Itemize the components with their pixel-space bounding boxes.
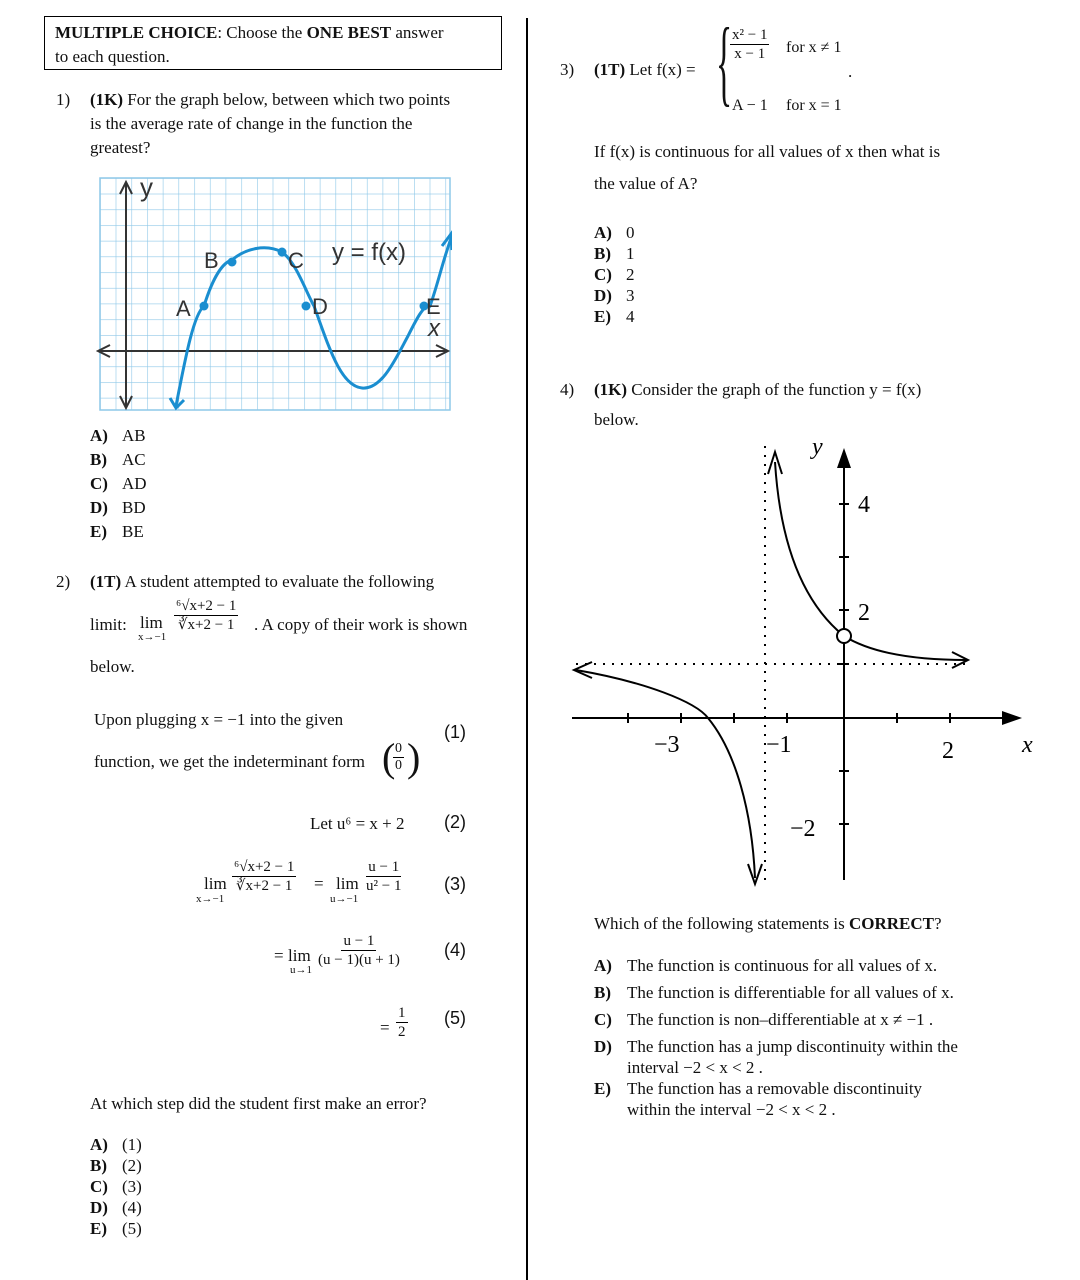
q3-period: . [848, 62, 853, 81]
q1-option-a-letter: A) [90, 426, 108, 445]
q1-option-c[interactable] [90, 472, 147, 496]
q3-option-e-text: 4 [626, 307, 635, 326]
q4-option-d-letter: D) [594, 1037, 612, 1056]
q4-tag: (1K) [594, 380, 628, 399]
q4-option-d-text: The function has a jump discontinuity within the [627, 1037, 958, 1056]
q2-lim: lim [140, 613, 163, 632]
q2-step3-rhs-sub: u→−1 [330, 893, 359, 905]
q2-step4-lim: lim [288, 946, 311, 965]
q2-step-label-1: (1) [444, 722, 466, 742]
q1-option-c-letter: C) [90, 474, 108, 493]
q4-option-b-text: The function is differentiable for all values of x. [627, 983, 954, 1002]
q2-step3-rhs-denominator: u² − 1 [366, 878, 402, 894]
q3-case1-condition: for x ≠ 1 [786, 39, 842, 56]
q3-piecewise [716, 8, 866, 122]
q4-option-d[interactable] [594, 1036, 1014, 1078]
q1-point-a-label: A [176, 296, 191, 321]
q1-number: 1) [56, 90, 71, 109]
q1-point-d-label: D [312, 294, 328, 319]
q3-option-d-text: 3 [626, 286, 635, 305]
q2-option-d-text: (4) [122, 1198, 142, 1217]
q2-option-b[interactable] [90, 1155, 142, 1176]
q4-option-c[interactable] [594, 1008, 1014, 1036]
q4-option-a[interactable] [594, 954, 1014, 981]
q2-step1-denominator: 0 [395, 758, 402, 773]
q3-option-b[interactable] [594, 243, 635, 264]
instructions-box [44, 16, 502, 70]
q2-option-d-letter: D) [90, 1198, 108, 1217]
q4-question-pre: Which of the following statements is [594, 914, 849, 933]
q3-text-1: If f(x) is continuous for all values of x then what is [594, 142, 941, 161]
q4-question-post: ? [933, 914, 942, 933]
q1-option-e-text: BE [122, 522, 144, 541]
q2-step5-equals: = [380, 1018, 390, 1037]
q3-option-c[interactable] [594, 264, 635, 285]
q1-graph [96, 174, 452, 412]
q2-text-1-line [90, 570, 510, 594]
q2-step4-denominator: (u − 1)(u + 1) [318, 952, 400, 968]
q2-step5-numerator: 1 [398, 1005, 406, 1021]
column-divider [526, 18, 528, 1280]
q3-option-d[interactable] [594, 285, 635, 306]
q1-option-d-text: BD [122, 498, 146, 517]
instructions-line-1 [55, 21, 491, 45]
q2-step-label-5: (5) [444, 1008, 466, 1028]
q2-option-c-letter: C) [90, 1177, 108, 1196]
q4-number: 4) [560, 380, 575, 399]
q2-question: At which step did the student first make an error? [90, 1094, 427, 1113]
q4-text-1-line [594, 378, 921, 402]
q4-x-tick-neg3: −3 [654, 732, 680, 758]
q1-point-d [302, 302, 311, 311]
q2-step1-line-b [94, 735, 424, 784]
q2-step-label-4: (4) [444, 940, 466, 960]
q2-limit-line [90, 597, 520, 651]
q2-limit-word: limit: [90, 615, 127, 634]
q4-graph [566, 432, 1046, 892]
q3-option-d-letter: D) [594, 286, 612, 305]
q2-tag: (1T) [90, 572, 122, 591]
q2-option-d[interactable] [90, 1197, 142, 1218]
q1-tag: (1K) [90, 90, 124, 109]
instructions-post: answer [391, 23, 444, 42]
q4-option-e[interactable] [594, 1078, 1014, 1120]
q2-text-2: . A copy of their work is shown [254, 615, 468, 634]
q3-case1-numerator: x² − 1 [732, 27, 768, 43]
q4-text-2: below. [594, 410, 639, 429]
q3-let: Let f(x) = [629, 60, 696, 79]
q2-step3-lhs-lim: lim [204, 874, 227, 893]
q1-option-b-letter: B) [90, 450, 107, 469]
q2-text-3: below. [90, 657, 135, 676]
q2-step3-lhs-denominator: ∛x+2 − 1 [235, 878, 293, 894]
q1-option-a-text: AB [122, 426, 146, 445]
q2-step3-rhs-lim: lim [336, 874, 359, 893]
q3-option-a-text: 0 [626, 223, 635, 242]
q1-grid [100, 178, 450, 410]
q4-option-a-text: The function is continuous for all values of x. [627, 956, 938, 975]
q2-step-label-2: (2) [444, 812, 466, 832]
q4-y-tick-neg2: −2 [790, 816, 816, 842]
q2-step-label-3: (3) [444, 874, 466, 894]
q4-y-label: y [812, 434, 823, 460]
q2-step4-equals: = [274, 946, 284, 965]
q1-options [90, 424, 147, 544]
q4-option-a-letter: A) [594, 956, 612, 975]
q2-option-a[interactable] [90, 1134, 142, 1155]
q1-option-e[interactable] [90, 520, 147, 544]
q2-lim-sub: x→−1 [138, 631, 167, 643]
q1-option-d-letter: D) [90, 498, 108, 517]
question-1 [56, 88, 496, 157]
q4-left-branch [576, 670, 755, 878]
q3-intro [594, 58, 696, 82]
q1-option-a[interactable] [90, 424, 147, 448]
q3-option-c-letter: C) [594, 265, 612, 284]
q1-x-label: x [428, 315, 440, 342]
q3-option-e[interactable] [594, 306, 635, 327]
q1-function-label: y = f(x) [332, 239, 407, 266]
q2-step1-paren-left: ( [382, 735, 396, 780]
q1-point-b-label: B [204, 248, 219, 273]
q2-step4 [274, 930, 434, 986]
q2-number: 2) [56, 572, 71, 591]
q4-question-emph: CORRECT [848, 914, 934, 933]
q3-option-e-letter: E) [594, 307, 611, 326]
q4-question [594, 912, 942, 936]
q4-option-c-letter: C) [594, 1010, 612, 1029]
q2-options [90, 1134, 142, 1239]
q4-y-tick-2: 2 [858, 600, 870, 626]
q2-step3-lhs-numerator: ⁶√x+2 − 1 [234, 859, 295, 875]
q4-option-b-letter: B) [594, 983, 611, 1002]
q2-step3-equals: = [314, 874, 324, 893]
q2-option-c-text: (3) [122, 1177, 142, 1196]
q1-point-b [228, 258, 237, 267]
q2-text-1: A student attempted to evaluate the following [121, 572, 435, 591]
q4-options [594, 954, 1014, 1120]
q2-lim-denominator: ∛x+2 − 1 [177, 617, 235, 633]
q4-option-e-text: The function has a removable discontinuity [627, 1079, 923, 1098]
q2-option-a-letter: A) [90, 1135, 108, 1154]
q1-point-a [200, 302, 209, 311]
q3-case2-condition: for x = 1 [786, 97, 842, 114]
q4-right-branch [775, 462, 966, 660]
q4-option-e-letter: E) [594, 1079, 611, 1098]
q3-case2-expression: A − 1 [732, 97, 768, 114]
q3-number: 3) [560, 60, 575, 79]
q1-point-e-label: E [426, 294, 441, 319]
q3-brace: { [716, 8, 733, 115]
q2-option-c[interactable] [90, 1176, 142, 1197]
q1-point-c [278, 248, 287, 257]
q4-option-d-text-2: interval −2 < x < 2 . [627, 1058, 763, 1077]
instructions-emph: ONE BEST [306, 23, 392, 42]
q2-lim-numerator: ⁶√x+2 − 1 [176, 598, 237, 614]
instructions-label: MULTIPLE CHOICE [55, 23, 218, 42]
q3-option-a[interactable] [594, 222, 635, 243]
q1-option-e-letter: E) [90, 522, 107, 541]
q2-option-e[interactable] [90, 1218, 142, 1239]
q4-x-tick-2: 2 [942, 738, 954, 764]
q4-x-label: x [1022, 732, 1033, 758]
q1-option-c-text: AD [122, 474, 147, 493]
q2-step4-sub: u→1 [290, 964, 312, 976]
q1-text-3: greatest? [90, 138, 151, 157]
instructions-pre: : Choose the [217, 23, 307, 42]
q3-option-b-letter: B) [594, 244, 611, 263]
q4-y-tick-4: 4 [858, 492, 870, 518]
q2-step1-paren-right: ) [407, 735, 421, 780]
q4-option-c-text: The function is non–differentiable at x ≠ −1 . [627, 1010, 934, 1029]
q3-options [594, 222, 635, 327]
q4-text-1: Consider the graph of the function y = f(x) [627, 380, 922, 399]
q2-step2: Let u⁶ = x + 2 [310, 814, 405, 833]
q2-step4-numerator: u − 1 [343, 933, 375, 949]
q3-option-c-text: 2 [626, 265, 635, 284]
q2-option-e-letter: E) [90, 1219, 107, 1238]
q4-option-b[interactable] [594, 981, 1014, 1008]
q2-option-b-letter: B) [90, 1156, 107, 1175]
q2-option-a-text: (1) [122, 1135, 142, 1154]
q2-step3 [196, 856, 436, 912]
instructions-line-2: to each question. [55, 47, 170, 66]
q2-step3-rhs-numerator: u − 1 [368, 859, 400, 875]
q2-step1-line-a: Upon plugging x = −1 into the given [94, 710, 344, 729]
q3-tag: (1T) [594, 60, 626, 79]
q1-y-label: y [140, 174, 153, 202]
q4-option-e-text-2: within the interval −2 < x < 2 . [627, 1100, 836, 1119]
q1-option-b[interactable] [90, 448, 147, 472]
q3-option-b-text: 1 [626, 244, 635, 263]
q2-step1-text: function, we get the indeterminant form [94, 752, 365, 771]
q3-option-a-letter: A) [594, 223, 612, 242]
q2-option-b-text: (2) [122, 1156, 142, 1175]
q1-text-2: is the average rate of change in the function the [90, 114, 413, 133]
q1-option-b-text: AC [122, 450, 146, 469]
q2-step5-denominator: 2 [398, 1024, 406, 1040]
q2-step5 [380, 1004, 420, 1050]
q2-step3-lhs-sub: x→−1 [196, 893, 225, 905]
q3-text-2: the value of A? [594, 174, 698, 193]
q2-option-e-text: (5) [122, 1219, 142, 1238]
q4-x-tick-neg1: −1 [766, 732, 792, 758]
q1-text-1: For the graph below, between which two points [123, 90, 451, 109]
q3-case1-denominator: x − 1 [734, 46, 766, 62]
q1-point-c-label: C [288, 248, 304, 273]
q4-open-point [837, 629, 851, 643]
q1-option-d[interactable] [90, 496, 147, 520]
q2-step1-numerator: 0 [395, 741, 402, 756]
